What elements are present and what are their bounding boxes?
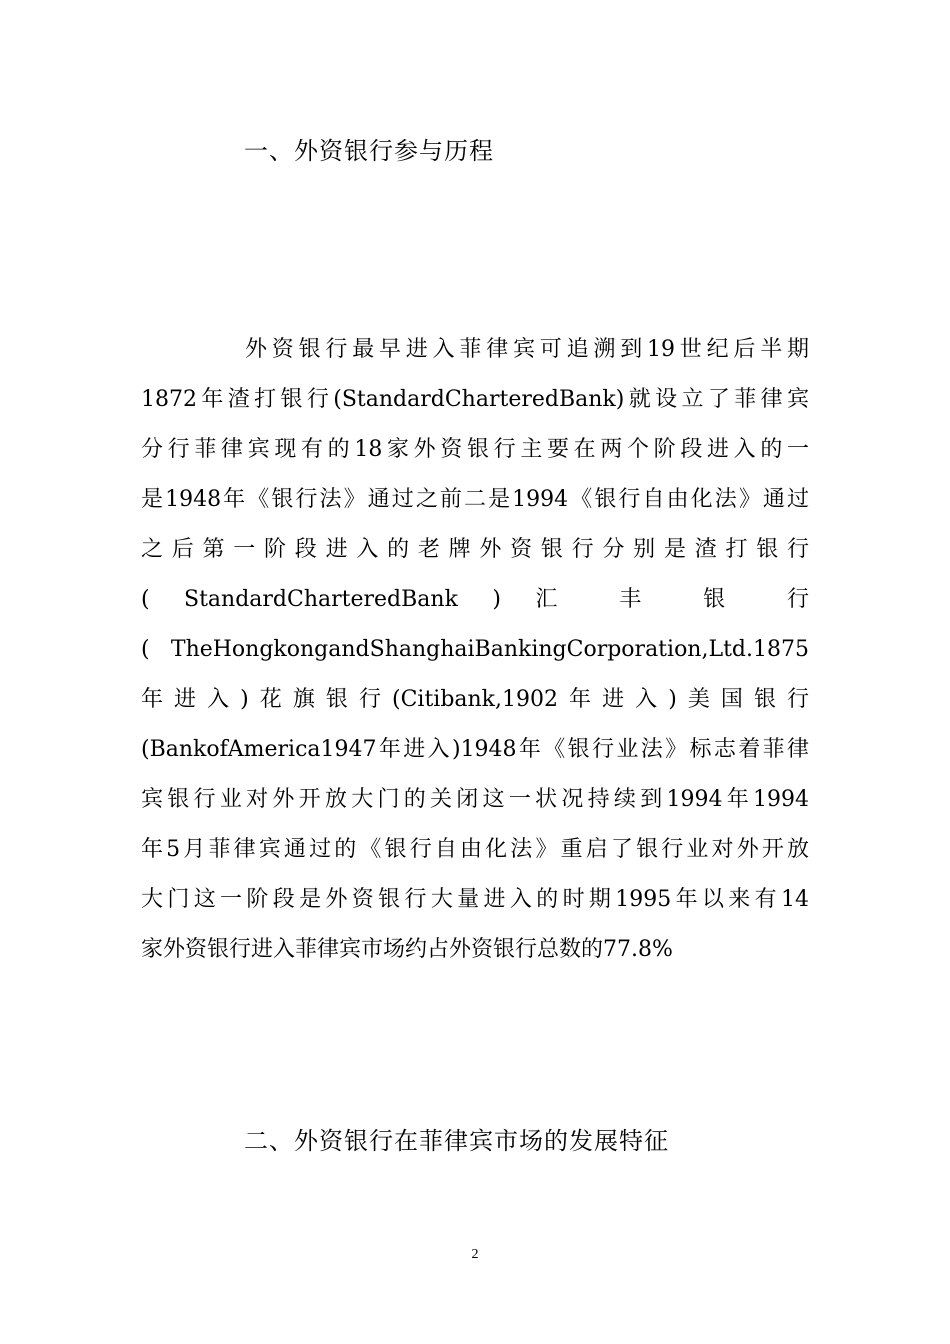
page-number: 2 (471, 1247, 479, 1262)
paragraph-line: (BankofAmerica1947年进入)1948年《银行业法》标志着菲律 (141, 737, 809, 762)
paragraph-line: 之后第一阶段进入的老牌外资银行分别是渣打银行 (141, 537, 809, 562)
section-heading-1: 一、外资银行参与历程 (244, 137, 494, 165)
paragraph-line: 是1948年《银行法》通过之前二是1994《银行自由化法》通过 (141, 487, 809, 512)
body-paragraph (141, 335, 809, 985)
paragraph-line: 宾银行业对外开放大门的关闭这一状况持续到1994年1994 (141, 787, 809, 812)
paragraph-line: 外资银行最早进入菲律宾可追溯到19世纪后半期 (245, 337, 809, 362)
paragraph-line: 年进入)花旗银行(Citibank,1902年进入)美国银行 (141, 687, 809, 712)
paragraph-line: 1872年渣打银行(StandardCharteredBank)就设立了菲律宾 (141, 387, 809, 412)
paragraph-line: ( TheHongkongandShanghaiBankingCorporation,Ltd.1875 (141, 637, 809, 662)
paragraph-line: 分行菲律宾现有的18家外资银行主要在两个阶段进入的一 (141, 437, 809, 462)
paragraph-line: 年5月菲律宾通过的《银行自由化法》重启了银行业对外开放 (141, 837, 809, 862)
paragraph-line: 大门这一阶段是外资银行大量进入的时期1995年以来有14 (141, 887, 809, 912)
paragraph-line: 家外资银行进入菲律宾市场约占外资银行总数的77.8% (141, 937, 673, 962)
section-heading-2: 二、外资银行在菲律宾市场的发展特征 (244, 1127, 669, 1155)
paragraph-line: ( StandardCharteredBank ) 汇 丰 银 行 (141, 587, 809, 612)
